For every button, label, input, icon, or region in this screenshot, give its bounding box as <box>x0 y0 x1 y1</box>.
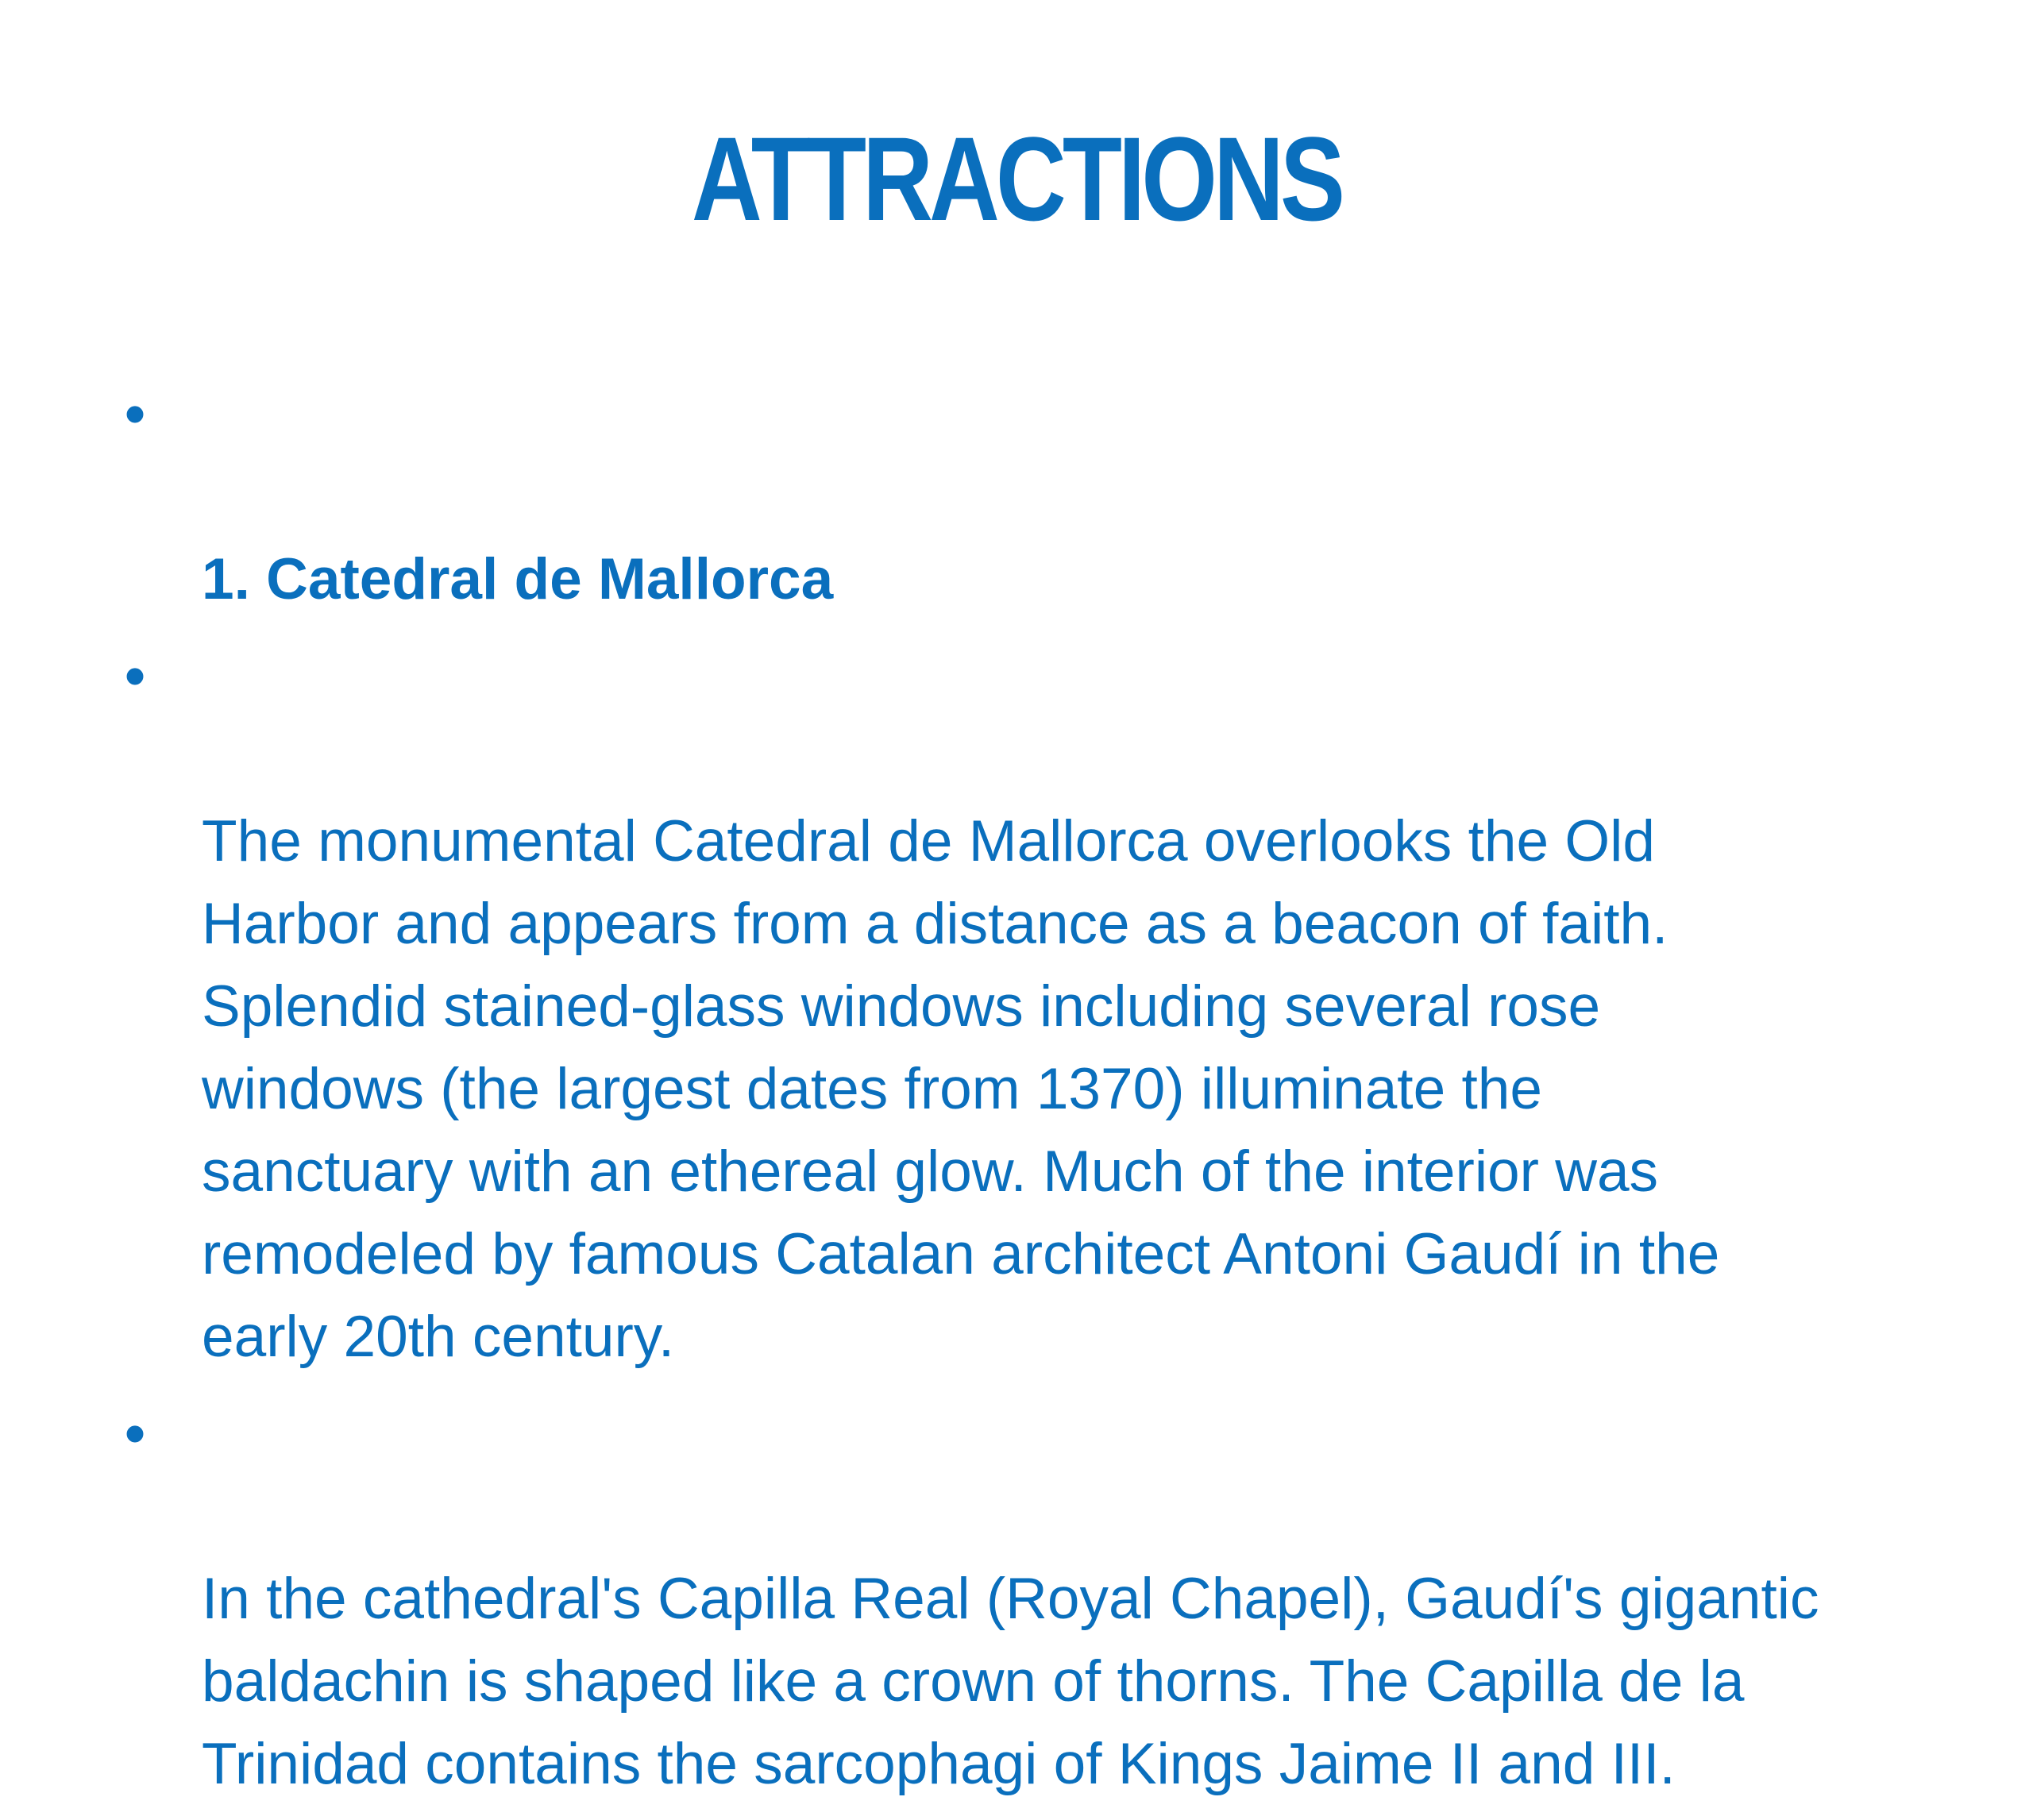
bullet-icon: • <box>125 644 145 708</box>
bullet-item-chapel <box>119 1393 1946 1806</box>
bullet-text: In the cathedral's Capilla Real (Royal Chapel), Gaudí's gigantic baldachin is shaped like a crown of thorns. The Capilla de la Trinidad contains the sarcophagi of Kings Jaime II and III. <box>202 1567 1819 1796</box>
bullet-item-heading <box>119 373 1946 621</box>
bullet-icon: • <box>125 382 145 446</box>
slide-title: ATTRACTIONS <box>691 112 1342 245</box>
bullet-item-description <box>119 635 1946 1378</box>
bullet-list <box>119 373 1946 1820</box>
bullet-text: 1. Catedral de Mallorca <box>202 547 834 611</box>
bullet-icon: • <box>125 1402 145 1466</box>
bullet-text: The monumental Catedral de Mallorca overlooks the Old Harbor and appears from a distance as a beacon of faith. Splendid stained-glass windows including several rose windows (the largest dates from 1370) illuminate the sanctuary with an ethereal glow. Much of the interior was remodeled by famous Catalan architect Antoni Gaudí in the early 20th century. <box>202 809 1720 1369</box>
